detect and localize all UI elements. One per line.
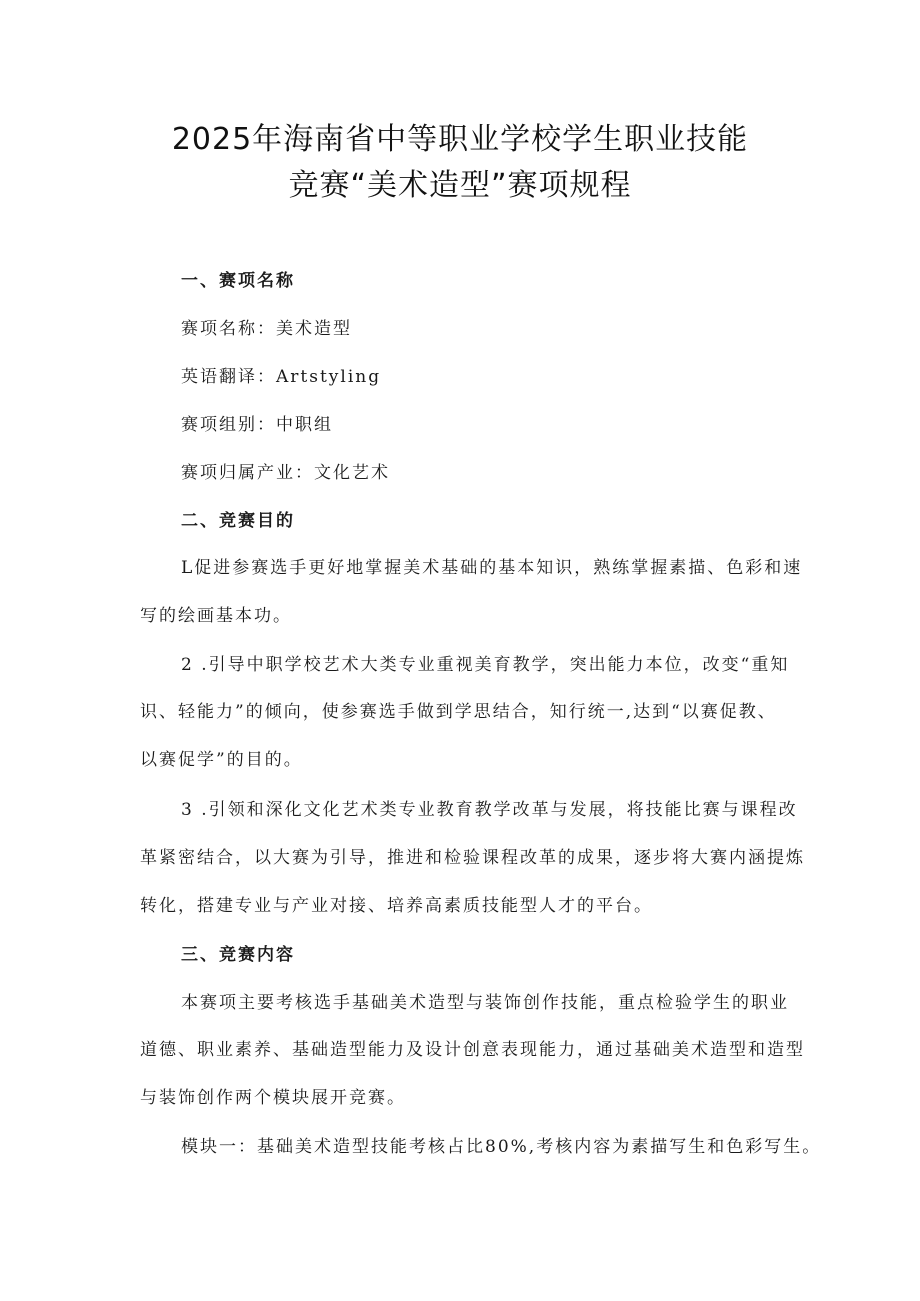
document-title-line-1: 2025年海南省中等职业学校学生职业技能 [171, 122, 749, 157]
section-2-heading: 二、竞赛目的 [181, 511, 295, 531]
section-1-heading: 一、赛项名称 [181, 271, 295, 291]
event-group-row: 赛项组别：中职组 [181, 415, 333, 435]
paragraph-line: 3 .引领和深化文化艺术类专业教育教学改革与发展，将技能比赛与课程改 [181, 800, 798, 820]
event-industry-row: 赛项归属产业：文化艺术 [181, 463, 390, 483]
section-3-heading: 三、竞赛内容 [181, 945, 295, 965]
paragraph-line: 道德、职业素养、基础造型能力及设计创意表现能力，通过基础美术造型和造型 [140, 1040, 805, 1060]
paragraph-line: 模块一：基础美术造型技能考核占比80%,考核内容为素描写生和色彩写生。 [181, 1137, 822, 1157]
document-title-line-2: 竞赛“美术造型”赛项规程 [288, 168, 632, 203]
paragraph-line: 写的绘画基本功。 [140, 606, 292, 626]
paragraph-line: 识、轻能力”的倾向，使参赛选手做到学思结合，知行统一,达到“以赛促教、 [140, 702, 777, 722]
english-translation-row: 英语翻译：Artstyling [181, 367, 382, 387]
paragraph-line: L促进参赛选手更好地掌握美术基础的基本知识，熟练掌握素描、色彩和速 [181, 558, 803, 578]
paragraph-line: 转化，搭建专业与产业对接、培养高素质技能型人才的平台。 [140, 896, 653, 916]
paragraph-line: 2 .引导中职学校艺术大类专业重视美育教学，突出能力本位，改变“重知 [181, 655, 790, 675]
paragraph-line: 本赛项主要考核选手基础美术造型与装饰创作技能，重点检验学生的职业 [181, 993, 789, 1013]
paragraph-line: 以赛促学”的目的。 [140, 750, 303, 770]
paragraph-line: 与装饰创作两个模块展开竞赛。 [140, 1088, 406, 1108]
event-name-row: 赛项名称：美术造型 [181, 319, 352, 339]
paragraph-line: 革紧密结合，以大赛为引导，推进和检验课程改革的成果，逐步将大赛内涵提炼 [140, 848, 805, 868]
